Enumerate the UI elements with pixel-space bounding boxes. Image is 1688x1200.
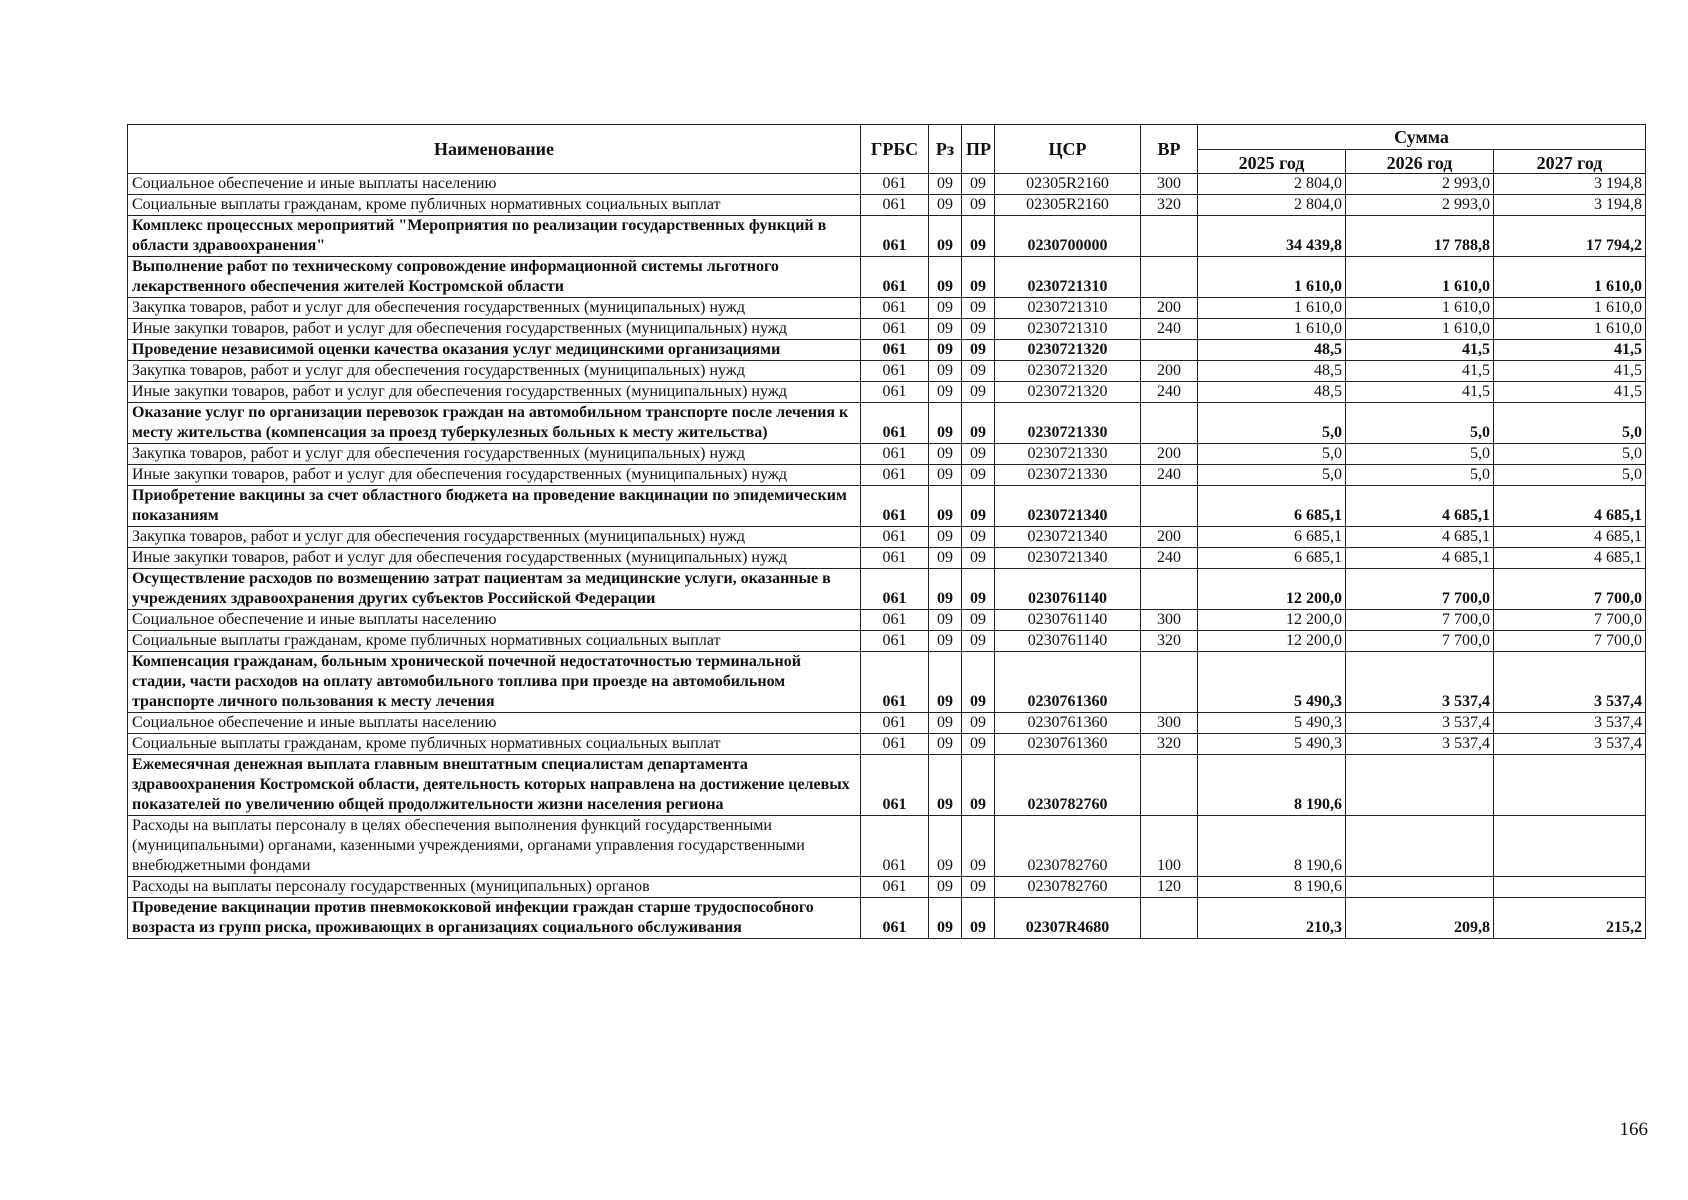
cell-grbs: 061 [861,527,929,548]
cell-rz: 09 [929,340,962,361]
cell-sum-2027 [1494,877,1646,898]
cell-sum-2027 [1494,816,1646,877]
cell-sum-2027: 1 610,0 [1494,319,1646,340]
cell-pr: 09 [962,174,995,195]
cell-csr: 0230721320 [995,361,1141,382]
cell-sum-2026: 3 537,4 [1346,734,1494,755]
cell-sum-2025: 12 200,0 [1198,631,1346,652]
cell-grbs: 061 [861,486,929,527]
cell-sum-2027: 3 537,4 [1494,713,1646,734]
cell-sum-2025: 5 490,3 [1198,713,1346,734]
header-grbs: ГРБС [861,125,929,174]
cell-sum-2025: 48,5 [1198,361,1346,382]
table-row [128,816,1646,877]
cell-name: Приобретение вакцины за счет областного бюджета на проведение вакцинации по эпидемическим показаниям [128,486,861,527]
cell-sum-2026: 41,5 [1346,340,1494,361]
cell-rz: 09 [929,898,962,939]
table-row [128,652,1646,713]
cell-sum-2026: 41,5 [1346,382,1494,403]
cell-name: Иные закупки товаров, работ и услуг для обеспечения государственных (муниципальных) нужд [128,548,861,569]
cell-vr: 240 [1141,548,1198,569]
header-sum: Сумма [1198,125,1646,150]
cell-rz: 09 [929,195,962,216]
budget-table [127,124,1646,939]
cell-csr: 0230700000 [995,216,1141,257]
table-row [128,174,1646,195]
cell-vr: 200 [1141,444,1198,465]
cell-sum-2025: 5 490,3 [1198,652,1346,713]
cell-sum-2027: 7 700,0 [1494,569,1646,610]
cell-csr: 0230721320 [995,340,1141,361]
cell-sum-2027: 7 700,0 [1494,631,1646,652]
cell-sum-2026: 5,0 [1346,465,1494,486]
cell-sum-2025: 12 200,0 [1198,569,1346,610]
cell-rz: 09 [929,734,962,755]
cell-sum-2027: 5,0 [1494,465,1646,486]
cell-vr [1141,486,1198,527]
cell-rz: 09 [929,444,962,465]
cell-sum-2027: 4 685,1 [1494,527,1646,548]
cell-sum-2027: 4 685,1 [1494,486,1646,527]
cell-vr: 300 [1141,610,1198,631]
cell-sum-2026: 4 685,1 [1346,548,1494,569]
cell-pr: 09 [962,713,995,734]
table-row [128,340,1646,361]
cell-sum-2025: 6 685,1 [1198,527,1346,548]
cell-sum-2025: 2 804,0 [1198,195,1346,216]
header-year-2026: 2026 год [1346,150,1494,174]
cell-rz: 09 [929,216,962,257]
cell-pr: 09 [962,755,995,816]
header-rz: Рз [929,125,962,174]
cell-csr: 0230782760 [995,755,1141,816]
cell-pr: 09 [962,340,995,361]
cell-name: Социальное обеспечение и иные выплаты населению [128,713,861,734]
table-body [128,174,1646,939]
cell-rz: 09 [929,403,962,444]
table-row [128,257,1646,298]
cell-sum-2026: 1 610,0 [1346,298,1494,319]
cell-rz: 09 [929,174,962,195]
cell-pr: 09 [962,195,995,216]
cell-sum-2026: 3 537,4 [1346,713,1494,734]
cell-grbs: 061 [861,444,929,465]
cell-grbs: 061 [861,403,929,444]
cell-sum-2026: 5,0 [1346,403,1494,444]
cell-name: Иные закупки товаров, работ и услуг для обеспечения государственных (муниципальных) нужд [128,465,861,486]
cell-sum-2025: 5,0 [1198,465,1346,486]
cell-sum-2027: 41,5 [1494,340,1646,361]
cell-vr: 240 [1141,319,1198,340]
table-header [128,125,1646,174]
cell-rz: 09 [929,298,962,319]
cell-sum-2027: 215,2 [1494,898,1646,939]
table-row [128,361,1646,382]
cell-csr: 0230721330 [995,465,1141,486]
cell-rz: 09 [929,257,962,298]
cell-vr [1141,755,1198,816]
cell-rz: 09 [929,361,962,382]
cell-name: Закупка товаров, работ и услуг для обеспечения государственных (муниципальных) нужд [128,361,861,382]
cell-vr: 320 [1141,734,1198,755]
cell-sum-2026: 1 610,0 [1346,257,1494,298]
cell-csr: 0230721330 [995,444,1141,465]
cell-name: Ежемесячная денежная выплата главным внештатным специалистам департамента здравоохранения Костромской области, деятельность которых направлена на достижение целевых показателей по увеличению общей продолжительности жизни населения региона [128,755,861,816]
table-row [128,713,1646,734]
cell-sum-2026: 41,5 [1346,361,1494,382]
cell-rz: 09 [929,569,962,610]
cell-sum-2026: 7 700,0 [1346,569,1494,610]
header-vr: ВР [1141,125,1198,174]
cell-csr: 0230721310 [995,298,1141,319]
cell-pr: 09 [962,610,995,631]
cell-name: Социальное обеспечение и иные выплаты населению [128,174,861,195]
table-row [128,548,1646,569]
table-row [128,403,1646,444]
cell-csr: 0230721310 [995,257,1141,298]
cell-vr [1141,898,1198,939]
cell-pr: 09 [962,548,995,569]
cell-sum-2025: 1 610,0 [1198,257,1346,298]
cell-grbs: 061 [861,174,929,195]
table-row [128,569,1646,610]
cell-pr: 09 [962,444,995,465]
cell-sum-2026: 4 685,1 [1346,527,1494,548]
cell-csr: 0230721310 [995,319,1141,340]
header-pr: ПР [962,125,995,174]
cell-sum-2025: 210,3 [1198,898,1346,939]
header-csr: ЦСР [995,125,1141,174]
cell-vr [1141,216,1198,257]
cell-rz: 09 [929,652,962,713]
cell-sum-2027: 5,0 [1494,403,1646,444]
cell-vr: 320 [1141,195,1198,216]
table-row [128,527,1646,548]
cell-vr: 200 [1141,361,1198,382]
cell-csr: 0230761140 [995,610,1141,631]
cell-name: Социальные выплаты гражданам, кроме публичных нормативных социальных выплат [128,734,861,755]
cell-sum-2027: 41,5 [1494,382,1646,403]
cell-csr: 0230761360 [995,652,1141,713]
cell-rz: 09 [929,755,962,816]
cell-sum-2027: 1 610,0 [1494,257,1646,298]
cell-name: Оказание услуг по организации перевозок граждан на автомобильном транспорте после лечения к месту жительства (компенсация за проезд туберкулезных больных к месту жительства) [128,403,861,444]
cell-vr: 200 [1141,527,1198,548]
cell-sum-2025: 8 190,6 [1198,755,1346,816]
cell-sum-2027: 41,5 [1494,361,1646,382]
cell-vr [1141,652,1198,713]
cell-name: Закупка товаров, работ и услуг для обеспечения государственных (муниципальных) нужд [128,527,861,548]
cell-sum-2026: 7 700,0 [1346,631,1494,652]
cell-pr: 09 [962,382,995,403]
cell-grbs: 061 [861,216,929,257]
cell-name: Выполнение работ по техническому сопровождение информационной системы льготного лекарственного обеспечения жителей Костромской области [128,257,861,298]
cell-sum-2025: 5,0 [1198,444,1346,465]
table-row [128,610,1646,631]
cell-name: Иные закупки товаров, работ и услуг для обеспечения государственных (муниципальных) нужд [128,319,861,340]
cell-csr: 0230761360 [995,713,1141,734]
cell-sum-2026: 2 993,0 [1346,174,1494,195]
table-row [128,486,1646,527]
cell-csr: 02305R2160 [995,174,1141,195]
cell-rz: 09 [929,631,962,652]
cell-sum-2025: 12 200,0 [1198,610,1346,631]
cell-sum-2026: 3 537,4 [1346,652,1494,713]
cell-sum-2025: 48,5 [1198,340,1346,361]
cell-csr: 0230761360 [995,734,1141,755]
cell-pr: 09 [962,465,995,486]
cell-grbs: 061 [861,319,929,340]
cell-sum-2026 [1346,755,1494,816]
cell-sum-2025: 5 490,3 [1198,734,1346,755]
cell-sum-2025: 8 190,6 [1198,877,1346,898]
table-row [128,877,1646,898]
cell-name: Иные закупки товаров, работ и услуг для обеспечения государственных (муниципальных) нужд [128,382,861,403]
cell-name: Закупка товаров, работ и услуг для обеспечения государственных (муниципальных) нужд [128,444,861,465]
cell-sum-2026: 1 610,0 [1346,319,1494,340]
cell-sum-2026: 7 700,0 [1346,610,1494,631]
cell-sum-2027: 1 610,0 [1494,298,1646,319]
cell-sum-2026 [1346,877,1494,898]
cell-sum-2026 [1346,816,1494,877]
cell-sum-2025: 1 610,0 [1198,298,1346,319]
cell-csr: 0230761140 [995,569,1141,610]
cell-sum-2025: 5,0 [1198,403,1346,444]
cell-vr: 100 [1141,816,1198,877]
table-row [128,755,1646,816]
table-row [128,319,1646,340]
cell-grbs: 061 [861,652,929,713]
cell-vr: 300 [1141,174,1198,195]
cell-sum-2026: 4 685,1 [1346,486,1494,527]
cell-rz: 09 [929,465,962,486]
cell-pr: 09 [962,216,995,257]
cell-pr: 09 [962,527,995,548]
table-row [128,216,1646,257]
cell-sum-2027: 17 794,2 [1494,216,1646,257]
cell-pr: 09 [962,816,995,877]
cell-grbs: 061 [861,257,929,298]
cell-grbs: 061 [861,631,929,652]
cell-rz: 09 [929,713,962,734]
cell-sum-2026: 5,0 [1346,444,1494,465]
cell-grbs: 061 [861,898,929,939]
cell-sum-2025: 8 190,6 [1198,816,1346,877]
cell-name: Проведение вакцинации против пневмококковой инфекции граждан старше трудоспособного возраста из групп риска, проживающих в организациях социального обслуживания [128,898,861,939]
table-row [128,734,1646,755]
cell-grbs: 061 [861,548,929,569]
cell-vr [1141,403,1198,444]
table-row [128,465,1646,486]
cell-csr: 02307R4680 [995,898,1141,939]
cell-vr: 120 [1141,877,1198,898]
cell-rz: 09 [929,486,962,527]
header-year-2025: 2025 год [1198,150,1346,174]
cell-pr: 09 [962,486,995,527]
cell-vr: 320 [1141,631,1198,652]
cell-csr: 0230721340 [995,486,1141,527]
cell-rz: 09 [929,610,962,631]
cell-sum-2025: 2 804,0 [1198,174,1346,195]
cell-vr: 240 [1141,465,1198,486]
cell-csr: 0230721330 [995,403,1141,444]
cell-vr: 300 [1141,713,1198,734]
cell-sum-2027: 5,0 [1494,444,1646,465]
cell-grbs: 061 [861,340,929,361]
cell-grbs: 061 [861,465,929,486]
cell-pr: 09 [962,403,995,444]
cell-pr: 09 [962,569,995,610]
cell-grbs: 061 [861,755,929,816]
cell-pr: 09 [962,298,995,319]
cell-grbs: 061 [861,713,929,734]
cell-name: Расходы на выплаты персоналу государственных (муниципальных) органов [128,877,861,898]
cell-grbs: 061 [861,816,929,877]
cell-sum-2026: 2 993,0 [1346,195,1494,216]
cell-name: Осуществление расходов по возмещению затрат пациентам за медицинские услуги, оказанные в учреждениях здравоохранения других субъектов Российской Федерации [128,569,861,610]
cell-sum-2025: 6 685,1 [1198,486,1346,527]
cell-pr: 09 [962,877,995,898]
table-row [128,631,1646,652]
cell-grbs: 061 [861,610,929,631]
cell-rz: 09 [929,816,962,877]
cell-sum-2027: 3 537,4 [1494,734,1646,755]
cell-rz: 09 [929,319,962,340]
cell-sum-2025: 34 439,8 [1198,216,1346,257]
cell-name: Комплекс процессных мероприятий "Мероприятия по реализации государственных функций в области здравоохранения" [128,216,861,257]
cell-grbs: 061 [861,382,929,403]
cell-sum-2027: 7 700,0 [1494,610,1646,631]
cell-rz: 09 [929,382,962,403]
cell-sum-2025: 48,5 [1198,382,1346,403]
cell-csr: 0230721340 [995,548,1141,569]
cell-grbs: 061 [861,734,929,755]
cell-pr: 09 [962,652,995,713]
cell-name: Социальное обеспечение и иные выплаты населению [128,610,861,631]
cell-sum-2025: 6 685,1 [1198,548,1346,569]
cell-grbs: 061 [861,298,929,319]
cell-vr [1141,257,1198,298]
page-number: 166 [1619,1119,1648,1140]
cell-name: Социальные выплаты гражданам, кроме публичных нормативных социальных выплат [128,195,861,216]
cell-sum-2026: 209,8 [1346,898,1494,939]
cell-pr: 09 [962,257,995,298]
header-year-2027: 2027 год [1494,150,1646,174]
cell-vr [1141,569,1198,610]
cell-csr: 0230782760 [995,877,1141,898]
cell-sum-2027: 3 194,8 [1494,195,1646,216]
table-row [128,444,1646,465]
table-row [128,382,1646,403]
cell-csr: 02305R2160 [995,195,1141,216]
cell-pr: 09 [962,319,995,340]
cell-pr: 09 [962,361,995,382]
cell-vr: 240 [1141,382,1198,403]
cell-csr: 0230721340 [995,527,1141,548]
cell-csr: 0230782760 [995,816,1141,877]
cell-name: Закупка товаров, работ и услуг для обеспечения государственных (муниципальных) нужд [128,298,861,319]
cell-name: Компенсация гражданам, больным хронической почечной недостаточностью терминальной стадии, части расходов на оплату автомобильного топлива при проезде на автомобильном транспорте личного пользования к месту лечения [128,652,861,713]
cell-csr: 0230721320 [995,382,1141,403]
cell-rz: 09 [929,527,962,548]
header-name: Наименование [128,125,861,174]
cell-grbs: 061 [861,361,929,382]
cell-sum-2027: 3 537,4 [1494,652,1646,713]
cell-rz: 09 [929,877,962,898]
cell-name: Социальные выплаты гражданам, кроме публичных нормативных социальных выплат [128,631,861,652]
cell-grbs: 061 [861,877,929,898]
cell-sum-2027: 3 194,8 [1494,174,1646,195]
table-row [128,898,1646,939]
cell-sum-2026: 17 788,8 [1346,216,1494,257]
cell-sum-2027: 4 685,1 [1494,548,1646,569]
cell-pr: 09 [962,631,995,652]
cell-name: Проведение независимой оценки качества оказания услуг медицинскими организациями [128,340,861,361]
cell-sum-2027 [1494,755,1646,816]
cell-csr: 0230761140 [995,631,1141,652]
cell-vr: 200 [1141,298,1198,319]
cell-name: Расходы на выплаты персоналу в целях обеспечения выполнения функций государственными (муниципальными) органами, казенными учреждениями, органами управления государственными внебюджетными фондами [128,816,861,877]
cell-rz: 09 [929,548,962,569]
cell-pr: 09 [962,734,995,755]
cell-pr: 09 [962,898,995,939]
cell-grbs: 061 [861,569,929,610]
table-row [128,298,1646,319]
cell-vr [1141,340,1198,361]
table-row [128,195,1646,216]
cell-sum-2025: 1 610,0 [1198,319,1346,340]
cell-grbs: 061 [861,195,929,216]
